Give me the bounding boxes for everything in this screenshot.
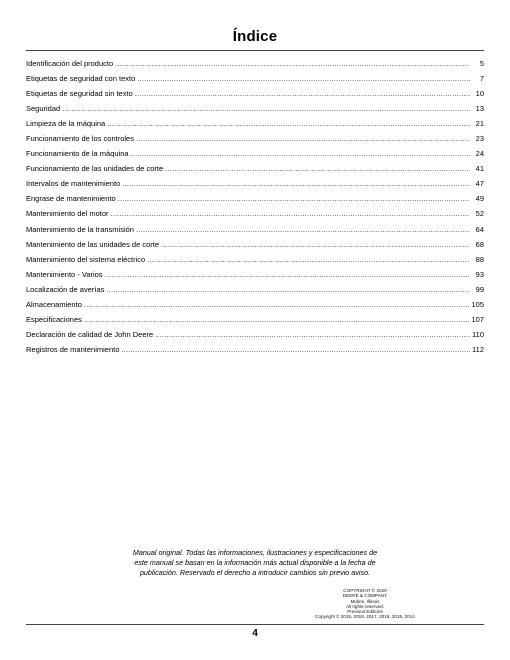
dot-leader [111, 206, 470, 221]
toc-entry-page: 52 [475, 209, 484, 219]
toc-entry[interactable] [26, 116, 484, 131]
dot-leader [115, 56, 470, 71]
toc-entry-page: 64 [475, 224, 484, 234]
dot-leader [84, 312, 470, 327]
toc-entry-label: Funcionamiento de los controles [26, 134, 134, 144]
toc-entry-label: Declaración de calidad de John Deere [26, 329, 154, 339]
dot-leader [136, 131, 470, 146]
toc-entry-label: Mantenimiento - Varios [26, 269, 103, 279]
toc-entry-label: Identificación del producto [26, 59, 114, 68]
footer-divider [26, 624, 484, 625]
dot-leader [155, 327, 470, 342]
toc-entry[interactable] [26, 161, 484, 176]
toc-entry[interactable] [26, 267, 484, 282]
dot-leader [106, 282, 470, 297]
note-line: publicación. Reservado el derecho a introducir cambios sin previo aviso. [139, 568, 371, 577]
toc-entry[interactable] [26, 131, 484, 146]
toc-entry[interactable] [26, 297, 484, 312]
toc-entry-label: Mantenimiento del motor [26, 209, 109, 219]
copyright-line: All rights reserved. [345, 603, 385, 609]
dot-leader [122, 176, 470, 191]
toc-entry-page: 49 [475, 194, 484, 204]
toc-entry-label: Mantenimiento de las unidades de corte [26, 239, 160, 249]
toc-entry[interactable] [26, 237, 484, 252]
toc-entry[interactable] [26, 282, 484, 297]
dot-leader [62, 101, 470, 116]
dot-leader [137, 71, 470, 86]
toc-entry[interactable] [26, 86, 484, 101]
dot-leader [161, 237, 470, 252]
dot-leader [107, 116, 470, 131]
toc-entry-page: 23 [475, 134, 484, 144]
toc-entry-label: Etiquetas de seguridad sin texto [26, 89, 133, 99]
toc-entry-label: Mantenimiento del sistema eléctrico [26, 254, 146, 264]
note-line: este manual se basan en la información más actual disponible a la fecha de [134, 558, 376, 567]
copyright-line: COPYRIGHT © 2020 [343, 588, 387, 593]
toc-entry-page: 112 [472, 344, 484, 354]
dot-leader [105, 267, 470, 282]
toc-entry-page: 105 [471, 299, 484, 309]
dot-leader [147, 252, 470, 267]
toc-entry[interactable] [26, 312, 484, 327]
page-number: 4 [252, 628, 258, 639]
toc-entry-page: 68 [475, 239, 484, 249]
toc-entry-label: Funcionamiento de la máquina [26, 149, 129, 159]
toc-entry[interactable] [26, 71, 484, 86]
toc-entry-page: 5 [479, 59, 484, 68]
toc-entry-label: Localización de averías [26, 284, 105, 294]
dot-leader [118, 191, 470, 206]
toc-entry-label: Mantenimiento de la transmisión [26, 224, 134, 234]
toc-entry-page: 93 [475, 269, 484, 279]
toc-entry-page: 13 [475, 104, 484, 114]
copyright-line: DEERE & COMPANY [342, 593, 388, 599]
toc-entry-page: 24 [475, 149, 484, 159]
toc-entry[interactable] [26, 342, 484, 357]
copyright-line: Moline, Illinois [350, 598, 380, 604]
toc-entry-label: Seguridad [26, 104, 61, 114]
note-line: Manual original. Todas las informaciones, ilustraciones y especificaciones de [132, 548, 378, 557]
toc-entry-label: Funcionamiento de las unidades de corte [26, 164, 164, 174]
toc-entry-page: 47 [475, 179, 484, 189]
toc-entry[interactable] [26, 191, 484, 206]
toc-entry[interactable] [26, 327, 484, 342]
page-title: Índice [232, 28, 278, 45]
copyright-block [300, 588, 430, 620]
copyright-line: Copyright © 2019, 2018, 2017, 2016, 2015, 2014 [315, 614, 415, 620]
toc-entry-label: Almacenamiento [26, 299, 82, 309]
disclaimer-note [90, 548, 420, 578]
copyright-line: Previous Editions [347, 609, 383, 615]
toc-entry-page: 107 [471, 314, 484, 324]
toc-entry[interactable] [26, 101, 484, 116]
toc-entry[interactable] [26, 176, 484, 191]
dot-leader [84, 297, 470, 312]
toc-entry-page: 41 [475, 164, 484, 174]
dot-leader [136, 222, 470, 237]
dot-leader [165, 161, 470, 176]
toc-entry-page: 21 [475, 119, 484, 129]
table-of-contents [26, 56, 484, 357]
toc-entry[interactable] [26, 222, 484, 237]
title-divider [26, 50, 484, 51]
toc-entry-page: 88 [475, 254, 484, 264]
toc-entry-label: Intervalos de mantenimiento [26, 179, 121, 189]
toc-entry-label: Etiquetas de seguridad con texto [26, 74, 136, 84]
dot-leader [121, 342, 470, 357]
toc-entry[interactable] [26, 146, 484, 161]
toc-entry-label: Limpieza de la máquina [26, 119, 106, 129]
toc-entry-label: Registros de mantenimiento [26, 344, 120, 354]
toc-entry[interactable] [26, 206, 484, 221]
dot-leader [135, 86, 470, 101]
toc-entry[interactable] [26, 56, 484, 71]
toc-entry-page: 7 [479, 74, 484, 84]
toc-entry-label: Engrase de mantenimiento [26, 194, 116, 204]
dot-leader [131, 146, 470, 161]
toc-entry-label: Especificaciones [26, 314, 82, 324]
toc-entry-page: 110 [472, 329, 484, 339]
toc-entry-page: 10 [475, 89, 484, 99]
toc-entry[interactable] [26, 252, 484, 267]
toc-entry-page: 99 [475, 284, 484, 294]
